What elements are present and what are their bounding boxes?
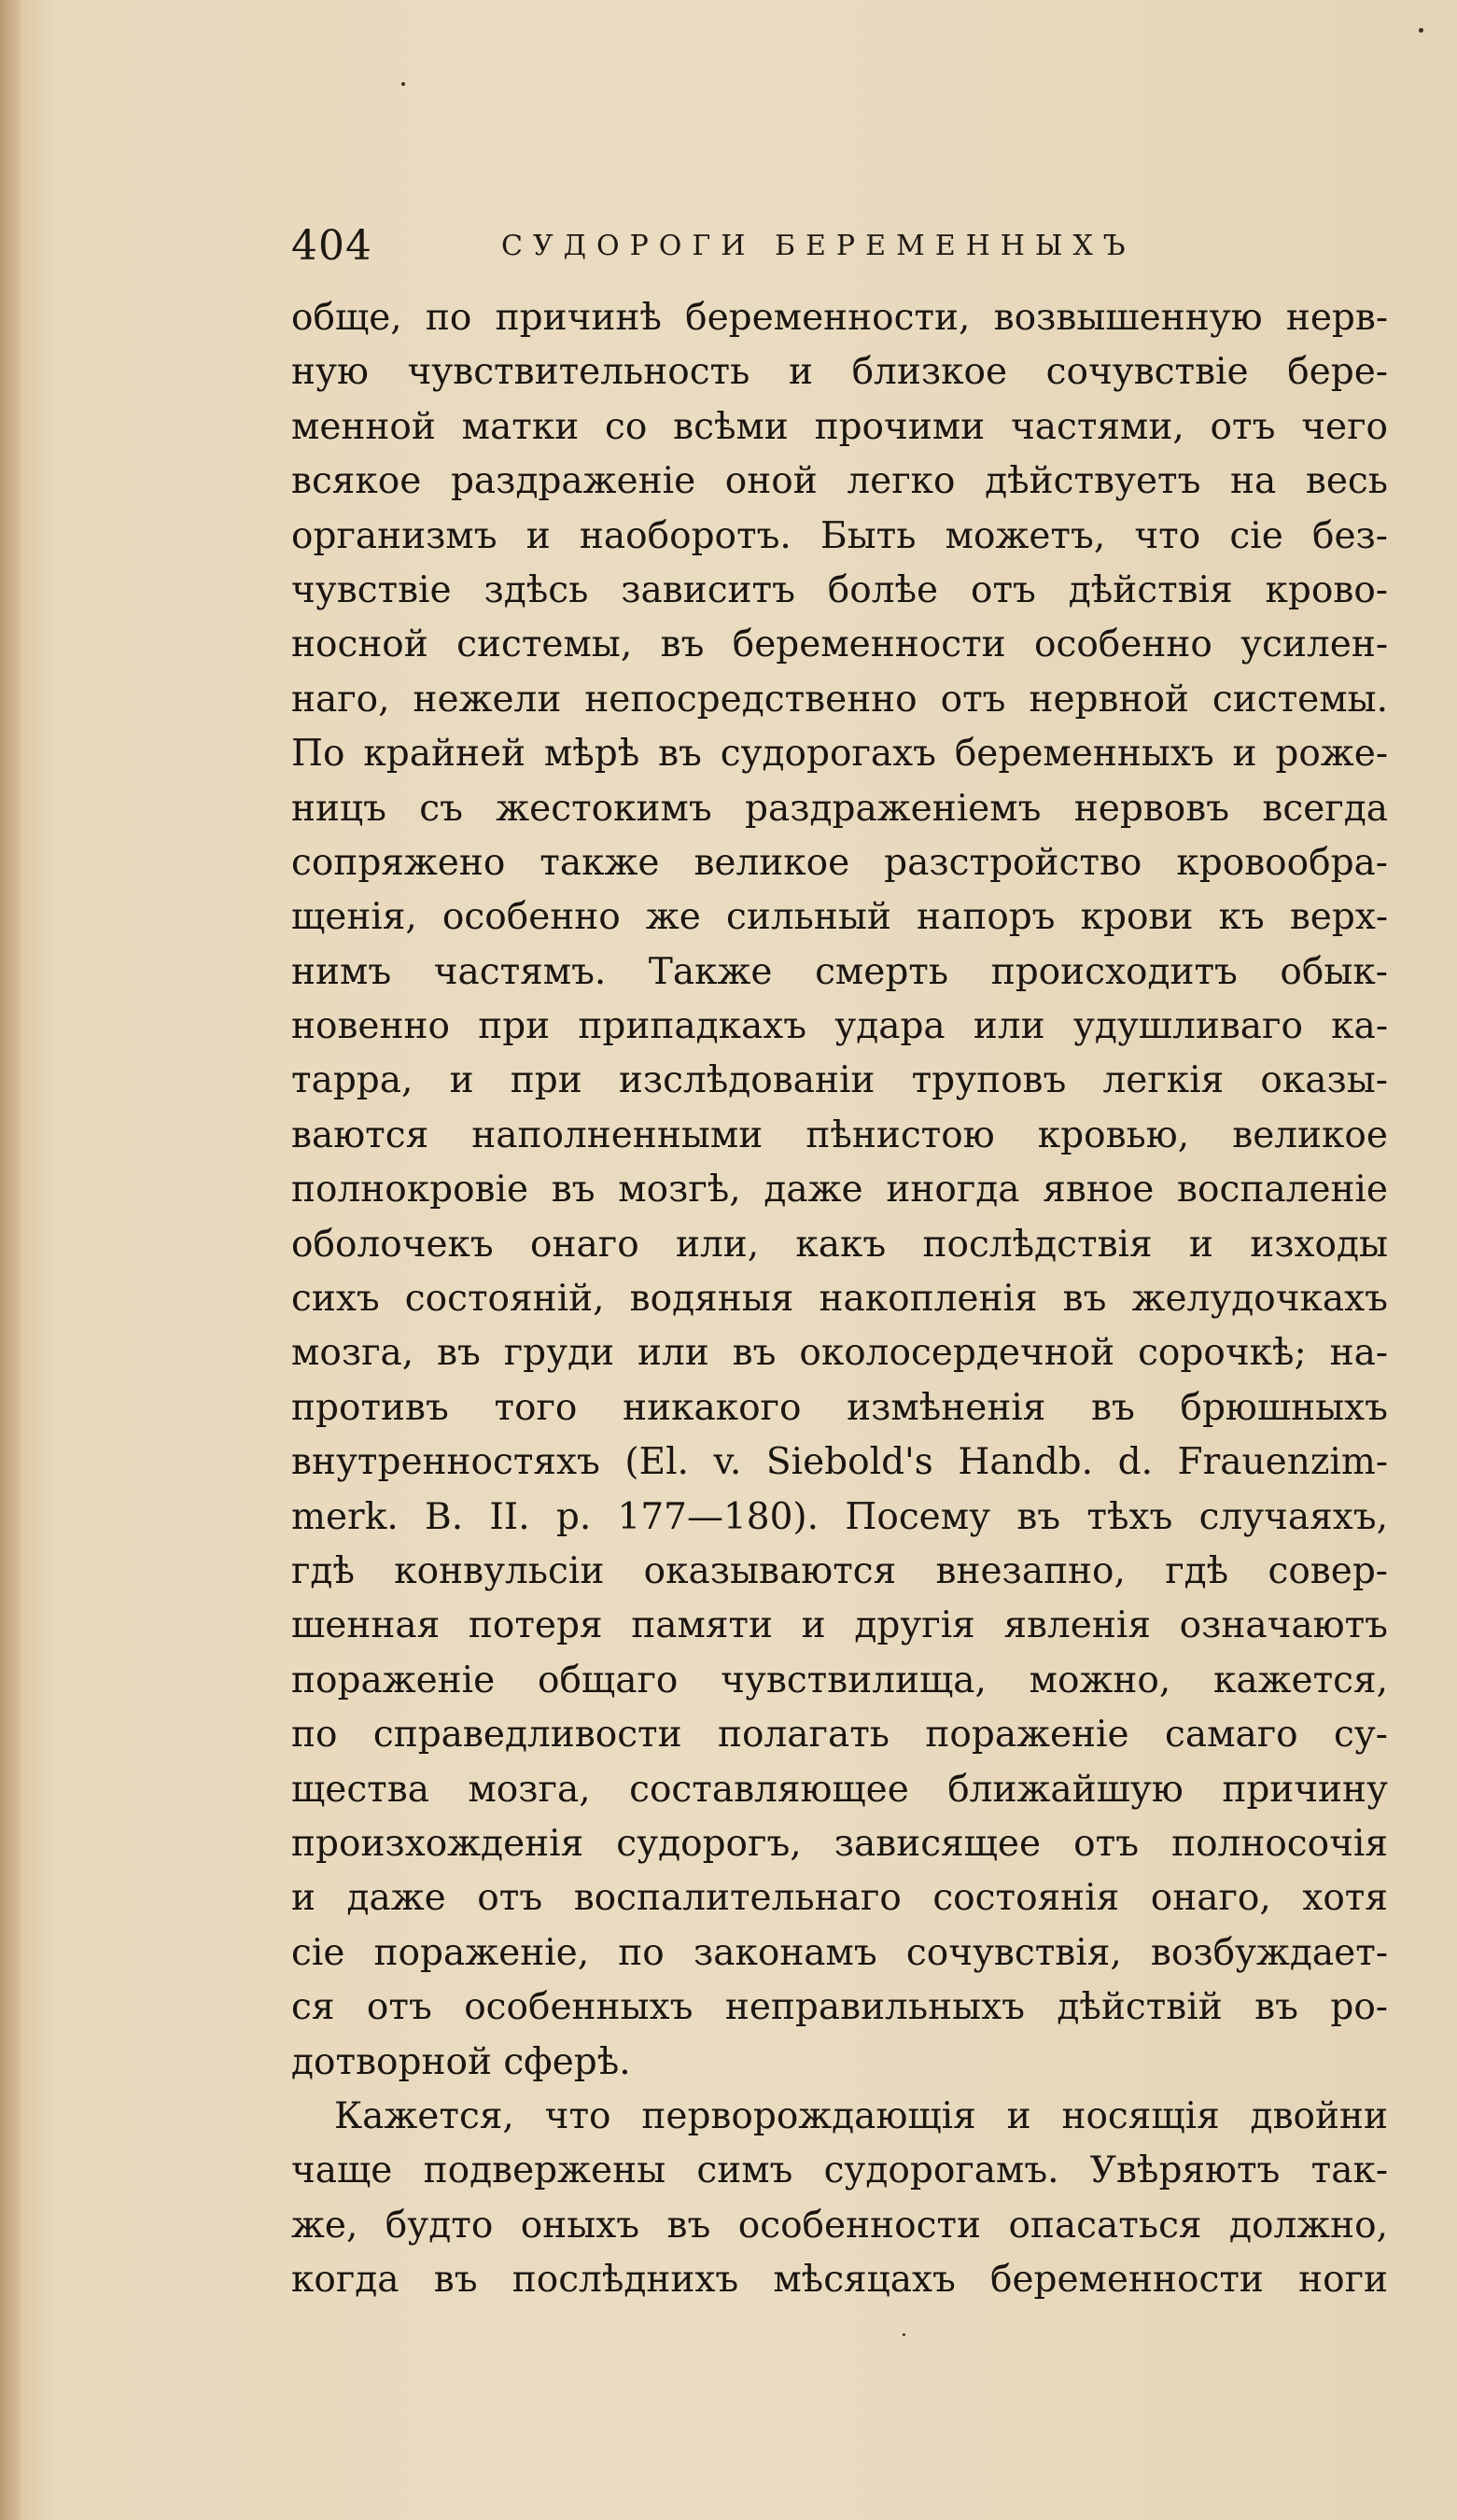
text-line: противъ того никакого измѣненія въ брюшныхъ	[291, 1386, 1388, 1429]
text-line: сіе пораженіе, по законамъ сочувствія, возбуждает-	[291, 1931, 1388, 1974]
text-line: шенная потеря памяти и другія явленія означаютъ	[291, 1604, 1388, 1647]
text-line: полнокровіе въ мозгѣ, даже иногда явное воспаленіе	[291, 1169, 1388, 1211]
text-line: ваются наполненными пѣнистою кровью, великое	[291, 1113, 1388, 1156]
text-line: нимъ частямъ. Также смерть происходитъ обык-	[291, 950, 1388, 993]
text-line: и даже отъ воспалительнаго состоянія онаго, хотя	[291, 1877, 1388, 1920]
text-line: чувствіе здѣсь зависитъ болѣе отъ дѣйствія крово-	[291, 568, 1388, 611]
text-line-paragraph-start: Кажется, что перворождающія и носящія двойни	[334, 2094, 1388, 2137]
text-line: пораженіе общаго чувствилища, можно, кажется,	[291, 1659, 1388, 1701]
text-line: носной системы, въ беременности особенно усилен-	[291, 623, 1388, 666]
text-line: когда въ послѣднихъ мѣсяцахъ беременности ноги	[291, 2259, 1388, 2302]
text-line: сопряжено также великое разстройство кровообра-	[291, 841, 1388, 884]
body-text	[291, 291, 1388, 2307]
text-line: менной матки со всѣми прочими частями, отъ чего	[291, 405, 1388, 448]
text-line: наго, нежели непосредственно отъ нервной системы.	[291, 678, 1388, 721]
paper-speck	[903, 2333, 905, 2336]
text-line: же, будто оныхъ въ особенности опасаться должно,	[291, 2204, 1388, 2247]
text-line: ся отъ особенныхъ неправильныхъ дѣйствій въ ро-	[291, 1986, 1388, 2029]
text-line: оболочекъ онаго или, какъ послѣдствія и изходы	[291, 1223, 1388, 1266]
text-line: гдѣ конвульсіи оказываются внезапно, гдѣ совер-	[291, 1549, 1388, 1592]
text-line: тарра, и при изслѣдованіи труповъ легкія оказы-	[291, 1059, 1388, 1102]
paper-speck	[401, 82, 405, 86]
text-line: новенно при припадкахъ удара или удушливаго ка-	[291, 1005, 1388, 1048]
page-edge-shadow	[0, 0, 21, 2520]
text-line-paragraph-end: дотворной сферѣ.	[291, 2040, 631, 2083]
text-line: по справедливости полагать пораженіе самаго су-	[291, 1714, 1388, 1757]
text-line: ную чувствительность и близкое сочувствіе бере-	[291, 351, 1388, 394]
page-header	[291, 222, 1383, 278]
text-line: чаще подвержены симъ судорогамъ. Увѣряютъ так-	[291, 2149, 1388, 2192]
text-line: сихъ состояній, водяныя накопленія въ желудочкахъ	[291, 1278, 1388, 1321]
text-line: щества мозга, составляющее ближайшую причину	[291, 1768, 1388, 1811]
page-number: 404	[291, 222, 372, 270]
text-line: обще, по причинѣ беременности, возвышенную нерв-	[291, 297, 1388, 339]
text-line: По крайней мѣрѣ въ судорогахъ беременныхъ и роже-	[291, 733, 1388, 776]
text-line: щенія, особенно же сильный напоръ крови къ верх-	[291, 896, 1388, 939]
paper-speck	[1419, 28, 1423, 33]
text-line: merk. B. II. p. 177—180). Посему въ тѣхъ случаяхъ,	[291, 1495, 1388, 1538]
running-title: СУДОРОГИ БЕРЕМЕННЫХЪ	[501, 230, 1136, 262]
text-line: всякое раздраженіе оной легко дѣйствуетъ на весь	[291, 460, 1388, 503]
text-line: внутренностяхъ (El. v. Siebold's Handb. d. Frauenzim-	[291, 1441, 1388, 1484]
text-line: мозга, въ груди или въ околосердечной сорочкѣ; на-	[291, 1332, 1388, 1375]
text-line: ницъ съ жестокимъ раздраженіемъ нервовъ всегда	[291, 787, 1388, 830]
text-line: произхожденія судорогъ, зависящее отъ полносочія	[291, 1822, 1388, 1865]
text-line: организмъ и наоборотъ. Быть можетъ, что сіе без-	[291, 514, 1388, 557]
